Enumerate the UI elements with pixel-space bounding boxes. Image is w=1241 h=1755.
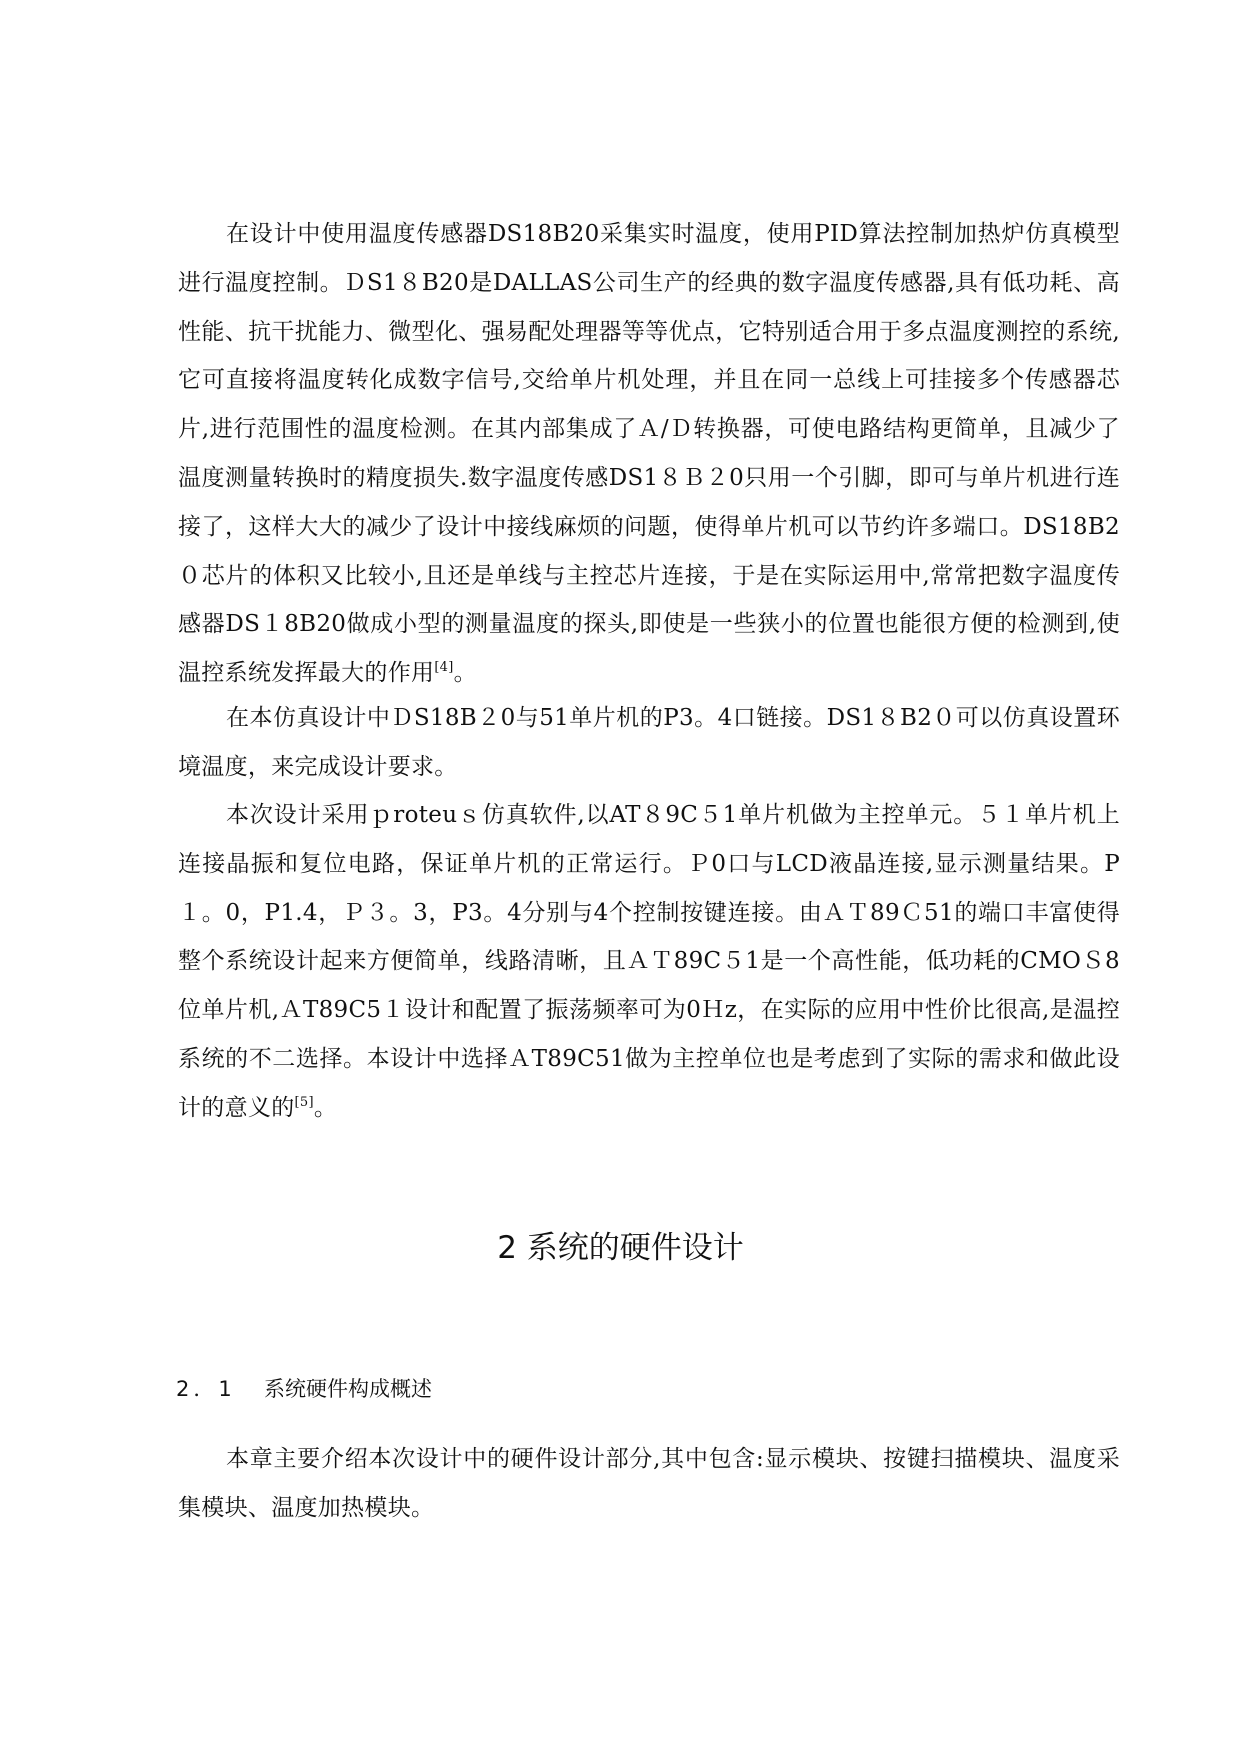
paragraph-end-punctuation: 。	[313, 1094, 338, 1121]
chapter-title: 2 系统的硬件设计	[497, 1230, 744, 1266]
citation-reference: [4]	[434, 660, 454, 676]
section-heading	[176, 1374, 432, 1404]
body-paragraph-proteus-design	[178, 791, 1120, 1133]
section-number: 2．1	[176, 1377, 236, 1401]
paragraph-end-punctuation: 。	[453, 660, 477, 687]
section-title: 系统硬件构成概述	[264, 1377, 432, 1401]
citation-reference: [5]	[294, 1094, 314, 1110]
body-paragraph-chapter-overview: 本章主要介绍本次设计中的硬件设计部分,其中包含:显示模块、按键扫描模块、温度采集模块、温度加热模块。	[178, 1446, 1120, 1521]
paragraph-text: 在设计中使用温度传感器DS18B20采集实时温度，使用PID算法控制加热炉仿真模型进行温度控制。ＤS1８B20是DALLAS公司生产的经典的数字温度传感器,具有低功耗、高性能、抗干扰能力、微型化、强易配处理器等等优点，它特别适合用于多点温度测控的系统,它可直接将温度转化成数字信号,交给单片机处理，并且在同一总线上可挂接多个传感器芯片,进行范围性的温度检测。在其内部集成了Ａ/Ｄ转换器，可使电路结构更简单，且减少了温度测量转换时的精度损失.数字温度传感DS1８Ｂ２0只用一个引脚，即可与单片机进行连接了，这样大大的减少了设计中接线麻烦的问题，使得单片机可以节约许多端口。DS18B2０芯片的体积又比较小,且还是单线与主控芯片连接，于是在实际运用中,常常把数字温度传感器DS１8B20做成小型的测量温度的探头,即使是一些狭小的位置也能很方便的检测到,使温控系统发挥最大的作用	[178, 221, 1120, 687]
body-paragraph-simulation-link: 在本仿真设计中ＤS18B２0与51单片机的P3。4口链接。DS1８B2０可以仿真设置环境温度，来完成设计要求。	[178, 705, 1120, 780]
paragraph-text: 本次设计采用ｐroteuｓ仿真软件,以AT８9C５1单片机做为主控单元。５１单片机上连接晶振和复位电路，保证单片机的正常运行。Ｐ0口与LCD液晶连接,显示测量结果。P１。0，P1.4，Ｐ３。3，P3。4分别与4个控制按键连接。由ＡＴ89Ｃ51的端口丰富使得整个系统设计起来方便简单，线路清晰，且ＡＴ89C５1是一个高性能，低功耗的CMOＳ8位单片机,ＡT89C5１设计和配置了振荡频率可为0Ｈz，在实际的应用中性价比很高,是温控系统的不二选择。本设计中选择ＡT89C51做为主控单位也是考虑到了实际的需求和做此设计的意义的	[178, 802, 1120, 1121]
body-paragraph-ds18b20-intro	[178, 210, 1120, 698]
